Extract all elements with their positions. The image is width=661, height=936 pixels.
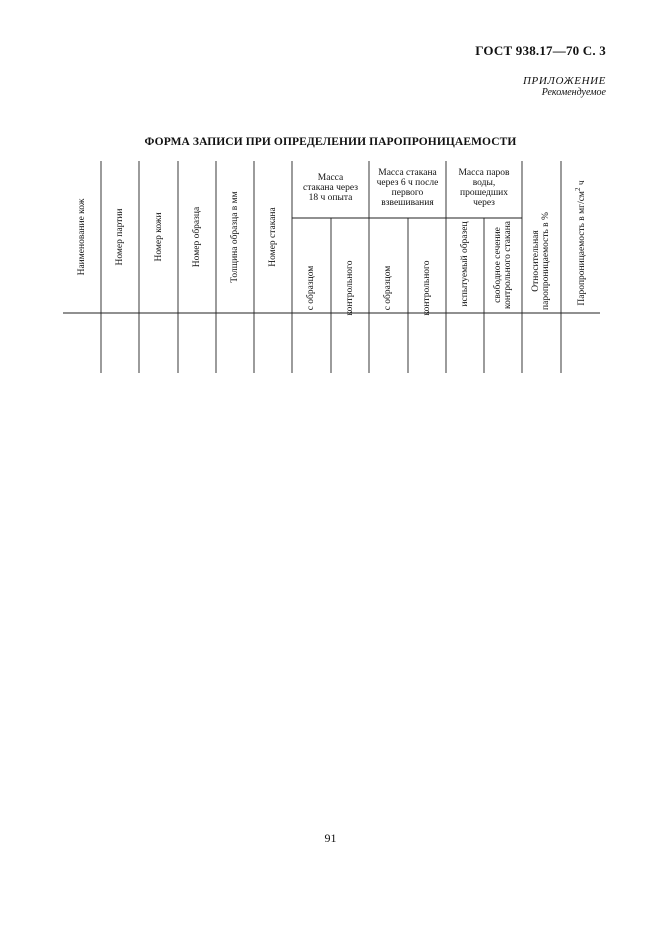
appendix-label <box>523 75 606 99</box>
appendix-title: ПРИЛОЖЕНИЕ <box>523 75 606 87</box>
page-number: 91 <box>324 831 337 845</box>
group-mass-18h: Масса стакана через 18 ч опыта <box>303 173 358 203</box>
appendix-subtitle: Рекомендуемое <box>541 87 606 98</box>
standard-code: ГОСТ 938.17—70 С. 3 <box>475 43 606 58</box>
group-vapor-mass: Масса паров воды, прошедших через <box>458 168 510 208</box>
record-form-table: Наименование кож Номер партии Номер кожи Номер образца Толщина образца в мм Номер стакана Масса стакана через 18 ч опыта Масса стакана через 6 ч после первого взвешивания Масса паров воды, прошедших через с образцом контрольного с образцом контрольного испытуемый образец свободное сечение контрольного стакана Относительная паропроницаемость в % Паропроницаемость в $мг/см^2$ ч <box>63 161 600 373</box>
group-mass-6h: Масса стакана через 6 ч после первого взвешивания <box>376 168 439 208</box>
form-title: ФОРМА ЗАПИСИ ПРИ ОПРЕДЕЛЕНИИ ПАРОПРОНИЦАЕМОСТИ <box>144 136 517 148</box>
